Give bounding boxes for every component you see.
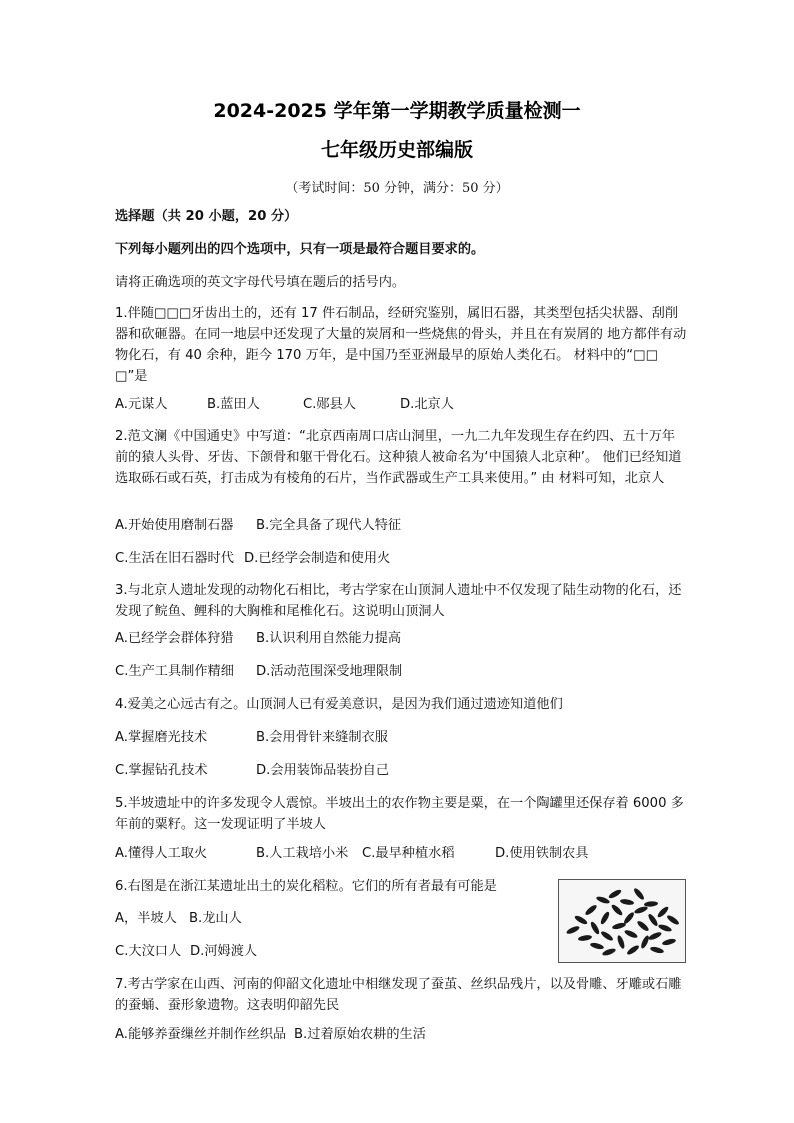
q5-option-c: C.最早种植水稻 [362, 846, 455, 861]
q4-option-a: A.掌握磨光技术 [115, 730, 208, 745]
q2-option-b: B.完全具备了现代人特征 [256, 518, 402, 533]
q4-option-b: B.会用骨针来缝制衣服 [256, 730, 388, 745]
q2-option-d: D.已经学会制造和使用火 [244, 551, 391, 566]
q1-option-a: A.元谋人 [115, 397, 168, 412]
q4-option-c: C.掌握钻孔技术 [115, 763, 208, 778]
q3-option-d: D.活动范围深受地理限制 [256, 664, 403, 679]
q6-option-c: C.大汶口人 [115, 944, 182, 959]
q3-option-c: C.生产工具制作精细 [115, 664, 234, 679]
section-instruction: 下列每小题列出的四个选项中，只有一项是最符合题目要求的。 [115, 242, 485, 257]
question-2-stem: 2.范文澜《中国通史》中写道：“北京西南周口店山洞里，一九二九年发现生存在约四、五十万年前的猿人头骨、牙齿、下颌骨和躯干骨化石。这种猿人被命名为‘中国猿人北京种’。 他们已经知道选取砾石或石英，打击成为有棱角的石片，当作武器或生产工具来使用。” 由 材料可知，北京人 [115, 429, 682, 486]
carbonized-rice-image [558, 879, 686, 963]
question-1-stem: 1.伴随□□□牙齿出土的，还有 17 件石制品，经研究鉴别，属旧石器，其类型包括尖状器、刮削器和砍砸器。在同一地层中还发现了大量的炭屑和一些烧焦的骨头，并且在有炭屑的 地方都伴有动物化石，有 40 余种，距今 170 万年，是中国乃至亚洲最早的原始人类化石。 材料中的“□□□”是 [115, 306, 687, 384]
q4-option-d: D.会用装饰品装扮自己 [256, 763, 390, 778]
question-7-stem: 7.考古学家在山西、河南的仰韶文化遗址中相继发现了蚕茧、丝织品残片，以及骨雕、牙雕或石雕的蚕蛹、蚕形象遗物。这表明仰韶先民 [115, 977, 682, 1013]
q1-option-b: B.蓝田人 [207, 397, 260, 412]
question-6-stem: 6.右图是在浙江某遗址出土的炭化稻粒。它们的所有者最有可能是 [115, 879, 497, 894]
q6-option-b: B.龙山人 [189, 911, 242, 926]
q6-option-a: A，半坡人 [115, 911, 177, 926]
exam-info: （考试时间：50 分钟，满分：50 分） [285, 181, 509, 196]
q7-option-a: A.能够养蚕缫丝并制作丝织品 [115, 1027, 287, 1042]
q2-option-a: A.开始使用磨制石器 [115, 518, 234, 533]
rice-grains-graphic [559, 880, 685, 962]
question-4-stem: 4.爱美之心远古有之。山顶洞人已有爱美意识，是因为我们通过遗迹知道他们 [115, 697, 563, 712]
q6-option-d: D.河姆渡人 [190, 944, 258, 959]
q1-option-d: D.北京人 [400, 397, 454, 412]
q7-option-b: B.过着原始农耕的生活 [294, 1027, 426, 1042]
q3-option-a: A.已经学会群体狩猎 [115, 631, 234, 646]
q5-option-a: A.懂得人工取火 [115, 846, 208, 861]
q3-option-b: B.认识利用自然能力提高 [256, 631, 402, 646]
q5-option-b: B.人工栽培小米 [256, 846, 349, 861]
q2-option-c: C.生活在旧石器时代 [115, 551, 234, 566]
section-heading: 选择题（共 20 小题，20 分） [115, 209, 298, 224]
exam-subtitle: 七年级历史部编版 [320, 139, 473, 161]
q5-option-d: D.使用铁制农具 [495, 846, 589, 861]
q1-option-c: C.郧县人 [303, 397, 356, 412]
exam-title: 2024-2025 学年第一学期教学质量检测一 [213, 100, 581, 122]
question-3-stem: 3.与北京人遗址发现的动物化石相比，考古学家在山顶洞人遗址中不仅发现了陆生动物的化石，还发现了鲩鱼、鲤科的大胸椎和尾椎化石。这说明山顶洞人 [115, 583, 682, 619]
section-note: 请将正确选项的英文字母代号填在题后的括号内。 [115, 275, 406, 290]
question-5-stem: 5.半坡遗址中的许多发现令人震惊。半坡出土的农作物主要是粟，在一个陶罐里还保存着 6000 多年前的粟籽。这一发现证明了半坡人 [115, 796, 684, 832]
